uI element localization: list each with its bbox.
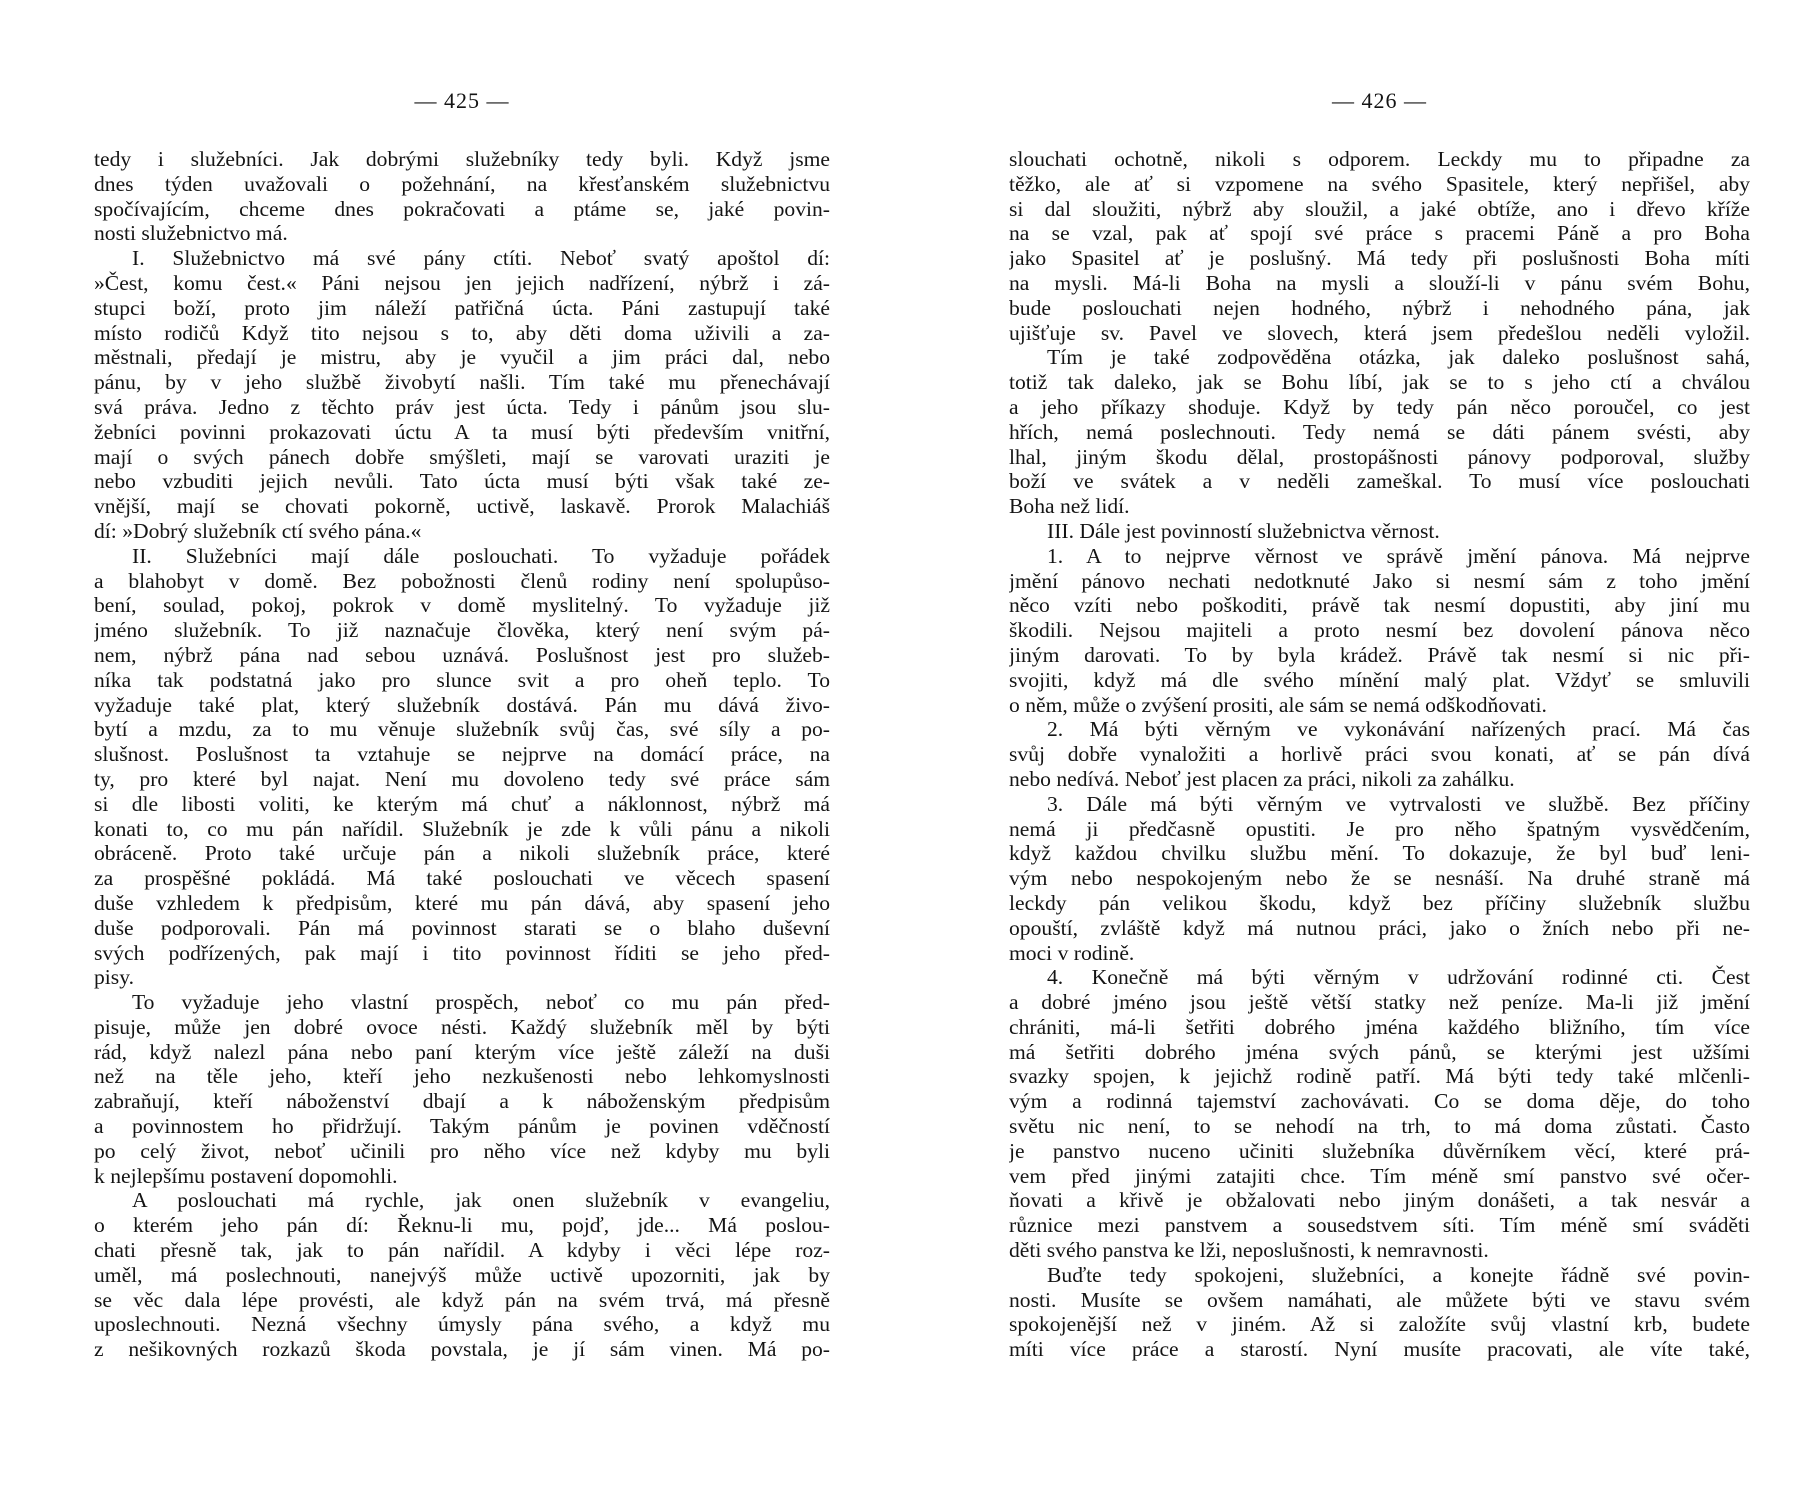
text-line: jméno služebník. To již naznačuje člověka, který není svým pá- [94, 618, 830, 643]
text-line: bytí a mzdu, za to mu věnuje služebník svůj čas, své síly a po- [94, 717, 830, 742]
text-line: za prospěšné pokládá. Má také poslouchati ve věcech spasení [94, 866, 830, 891]
right-page-text [1009, 147, 1750, 1362]
text-line: 3. Dále má býti věrným ve vytrvalosti ve službě. Bez příčiny [1047, 791, 1750, 816]
text-line: slouchati ochotně, nikoli s odporem. Leckdy mu to připadne za [1009, 147, 1750, 171]
text-line: mají o svých pánech dobře smýšleti, mají se varovati uraziti je [94, 444, 830, 469]
text-line: pisy. [94, 965, 134, 990]
text-line: a jeho příkazy shoduje. Když by tedy pán něco poroučel, co jest [1009, 394, 1750, 419]
text-line: si dle libosti voliti, ke kterým má chuť a náklonnost, nýbrž má [94, 791, 830, 816]
text-line: jmění pánovo nechati nedotknuté Jako si nesmí sám z toho jmění [1009, 568, 1750, 593]
page-number-left: — 425 — [414, 88, 510, 113]
text-line: To vyžaduje jeho vlastní prospěch, neboť co mu pán před- [132, 990, 830, 1015]
text-line: vnější, mají se chovati pokorně, uctivě, laskavě. Prorok Malachiáš [94, 494, 830, 519]
text-line: svých podřízených, pak mají i tito povinnost říditi se jeho před- [94, 940, 830, 965]
text-line: opouští, zvláště když má nutnou práci, jako o žních nebo při ne- [1009, 915, 1750, 940]
text-line: a dobré jméno jsou ještě větší statky než peníze. Ma-li již jmění [1009, 990, 1750, 1015]
text-line: když každou chvilku službu mění. To dokazuje, že byl buď leni- [1009, 841, 1750, 866]
text-line: jiným darovati. To by byla krádež. Právě tak nesmí si nic při- [1009, 642, 1750, 667]
text-line: vem před jinými zatajiti chce. Tím méně smí panstvo své očer- [1009, 1163, 1750, 1188]
right-page [1009, 0, 1750, 1501]
text-line: Buďte tedy spokojeni, služebníci, a konejte řádně své povin- [1047, 1262, 1750, 1287]
text-line: spočívajícím, chceme dnes pokračovati a ptáme se, jaké povin- [94, 196, 830, 221]
text-line: nebo nedívá. Neboť jest placen za práci, nikoli za zahálku. [1009, 766, 1515, 791]
text-line: Boha než lidí. [1009, 494, 1130, 519]
text-line: škodili. Nejsou majiteli a proto nesmí bez dovolení pánova něco [1009, 618, 1750, 643]
text-line: totiž tak daleko, jak se Bohu líbí, jak se to s jeho ctí a chválou [1009, 370, 1750, 395]
text-line: slušnost. Poslušnost ta vztahuje se nejprve na domácí práce, na [94, 742, 830, 767]
text-line: je panstvo nuceno učiniti služebníka důvěrníkem věcí, které prá- [1009, 1138, 1750, 1163]
text-line: vyžaduje také plat, který služebník dostává. Pán mu dává živo- [94, 692, 830, 717]
text-line: děti svého panstva ke lži, neposlušnosti, k nemravnosti. [1009, 1238, 1489, 1263]
text-line: těžko, ale ať si vzpomene na svého Spasitele, který nepřišel, aby [1009, 171, 1750, 196]
text-line: pánu, by v jeho službě živobytí našli. Tím také mu přenechávají [94, 370, 830, 395]
text-line: ty, pro které byl najat. Není mu dovoleno tedy své práce sám [94, 766, 830, 791]
text-line: o kterém jeho pán dí: Řeknu-li mu, pojď, jde... Má poslou- [94, 1213, 830, 1238]
text-line: A poslouchati má rychle, jak onen služebník v evangeliu, [132, 1188, 830, 1213]
text-line: městnali, předají je mistru, aby je vyučil a jim práci dal, nebo [94, 345, 830, 370]
text-line: chrániti, má-li šetřiti dobrého jména každého bližního, tím více [1009, 1014, 1750, 1039]
text-line: pisuje, může jen dobré ovoce nésti. Každý služebník měl by býti [94, 1014, 830, 1039]
text-line: 4. Konečně má býti věrným v udržování rodinné cti. Čest [1047, 965, 1750, 990]
left-page-text [94, 147, 830, 1362]
text-line: vým a rodinná tajemství zachovávati. Co se doma děje, do toho [1009, 1089, 1750, 1114]
text-line: spokojenější než v jiném. Až si založíte svůj vlastní krb, budete [1009, 1312, 1750, 1337]
text-line: žebníci povinni prokazovati úctu A ta musí býti především vnitřní, [94, 419, 830, 444]
text-line: něco vzíti nebo poškoditi, právě tak nesmí dopustiti, aby jiní mu [1009, 593, 1750, 618]
text-line: tedy i služebníci. Jak dobrými služebníky tedy byli. Když jsme [94, 147, 830, 171]
text-line: různice mezi panstvem a sousedstvem síti. Tím méně smí sváděti [1009, 1213, 1750, 1238]
text-line: nem, nýbrž pána nad sebou uznává. Poslušnost jest pro služeb- [94, 642, 830, 667]
text-line: bení, soulad, pokoj, pokrok v domě myslitelný. To vyžaduje již [94, 593, 830, 618]
text-line: z nešikovných rozkazů škoda povstala, je jí sám vinen. Má po- [94, 1337, 830, 1362]
text-line: nosti služebnictvo má. [94, 221, 288, 246]
text-line: hřích, nemá poslechnouti. Tedy nemá se dáti pánem svésti, aby [1009, 419, 1750, 444]
text-line: III. Dále jest povinností služebnictva věrnost. [1047, 518, 1440, 543]
text-line: bude poslouchati nejen hodného, nýbrž i nehodného pána, jak [1009, 295, 1750, 320]
text-line: svá práva. Jedno z těchto práv jest úcta. Tedy i pánům jsou slu- [94, 394, 830, 419]
text-line: II. Služebníci mají dále poslouchati. To vyžaduje pořádek [132, 543, 830, 568]
text-line: nemá ji předčasně opustiti. Je pro něho špatným vysvědčením, [1009, 816, 1750, 841]
text-line: nosti. Musíte se ovšem namáhati, ale můžete býti ve stavu svém [1009, 1287, 1750, 1312]
text-line: konati to, co mu pán nařídil. Služebník je zde k vůli pánu a nikoli [94, 816, 830, 841]
text-line: na mysli. Má-li Boha na mysli a slouží-li v pánu svém Bohu, [1009, 270, 1750, 295]
text-line: ujišťuje sv. Pavel ve slovech, která jsem předešlou neděli vyložil. [1009, 320, 1750, 345]
text-line: leckdy pán velikou škodu, když bez příčiny služebník službu [1009, 890, 1750, 915]
text-line: a blahobyt v domě. Bez pobožnosti členů rodiny není spolupůso- [94, 568, 830, 593]
text-line: I. Služebnictvo má své pány ctíti. Neboť svatý apoštol dí: [132, 246, 830, 271]
text-line: ňovati a křivě je obžalovati nebo jiným donášeti, a tak nesvár a [1009, 1188, 1750, 1213]
text-line: svůj dobře vynaložiti a horlivě práci svou konati, ať se pán dívá [1009, 742, 1750, 767]
text-line: na se vzal, pak ať spojí své práce s pracemi Páně a pro Boha [1009, 221, 1750, 246]
text-line: jako Spasitel ať je poslušný. Má tedy při poslušnosti Boha míti [1009, 246, 1750, 271]
text-line: uměl, má poslechnouti, nanejvýš může uctivě upozorniti, jak by [94, 1262, 830, 1287]
text-line: boží ve svátek a v neděli zameškal. To musí více poslouchati [1009, 469, 1750, 494]
text-line: světu nic není, to se nehodí na trh, to má doma zůstati. Často [1009, 1114, 1750, 1139]
text-line: místo rodičů Když tito nejsou s to, aby děti doma uživili a za- [94, 320, 830, 345]
page-number-right: — 426 — [1332, 88, 1427, 113]
text-line: 2. Má býti věrným ve vykonávání nařízených prací. Má čas [1047, 717, 1750, 742]
text-line: a povinnostem ho přidržují. Takým pánům je povinen vděčností [94, 1114, 830, 1139]
text-line: dí: »Dobrý služebník ctí svého pána.« [94, 518, 422, 543]
text-line: po celý život, neboť učinili pro něho více než kdyby mu byli [94, 1138, 830, 1163]
text-line: moci v rodině. [1009, 940, 1135, 965]
text-line: níka tak podstatná jako pro slunce svit a pro oheň teplo. To [94, 667, 830, 692]
text-line: se věc dala lépe provésti, ale když pán na svém trvá, má přesně [94, 1287, 830, 1312]
text-line: obráceně. Proto také určuje pán a nikoli služebník práce, které [94, 841, 830, 866]
text-line: chati přesně tak, jak to pán nařídil. A kdyby i věci lépe roz- [94, 1238, 830, 1263]
text-line: rád, když nalezl pána nebo paní kterým více ještě záleží na duši [94, 1039, 830, 1064]
text-line: 1. A to nejprve věrnost ve správě jmění pánova. Má nejprve [1047, 543, 1750, 568]
text-line: než na těle jeho, kteří jeho nezkušenosti nebo lehkomyslnosti [94, 1064, 830, 1089]
text-line: stupci boží, proto jim náleží patřičná úcta. Páni zastupují také [94, 295, 830, 320]
text-line: dnes týden uvažovali o požehnání, na křesťanském služebnictvu [94, 171, 830, 196]
text-line: zabraňují, kteří náboženství dbají a k náboženským předpisům [94, 1089, 830, 1114]
text-line: míti více práce a starostí. Nyní musíte pracovati, ale víte také, [1009, 1337, 1750, 1362]
text-line: k nejlepšímu postavení dopomohli. [94, 1163, 398, 1188]
text-line: svojiti, když má dle svého mínění malý plat. Vždyť se smluvili [1009, 667, 1750, 692]
text-line: »Čest, komu čest.« Páni nejsou jen jejich nadřízení, nýbrž i zá- [94, 270, 830, 295]
text-line: svazky spojen, k jejichž rodině patří. Má býti tedy také mlčenli- [1009, 1064, 1750, 1089]
text-line: si dal sloužiti, nýbrž aby sloužil, a jaké obtíže, ano i dřevo kříže [1009, 196, 1750, 221]
left-page [94, 0, 830, 1501]
text-line: Tím je také zodpověděna otázka, jak daleko poslušnost sahá, [1047, 345, 1750, 370]
text-line: nebo vzbuditi jejich nevůli. Tato úcta musí býti však také ze- [94, 469, 830, 494]
text-line: uposlechnouti. Nezná všechny úmysly pána svého, a když mu [94, 1312, 830, 1337]
text-line: vým nebo nespokojeným nebo že se nesnáší. Na druhé straně má [1009, 866, 1750, 891]
text-line: o něm, může o zvýšení prositi, ale sám se nemá odškodňovati. [1009, 692, 1547, 717]
text-line: duše vzhledem k předpisům, které mu pán dává, aby spasení jeho [94, 890, 830, 915]
text-line: má šetřiti dobrého jména svých pánů, se kterými jest užšími [1009, 1039, 1750, 1064]
text-line: lhal, jiným škodu dělal, prostopášnosti pánovy podporoval, služby [1009, 444, 1750, 469]
text-line: duše podporovali. Pán má povinnost starati se o blaho duševní [94, 915, 830, 940]
